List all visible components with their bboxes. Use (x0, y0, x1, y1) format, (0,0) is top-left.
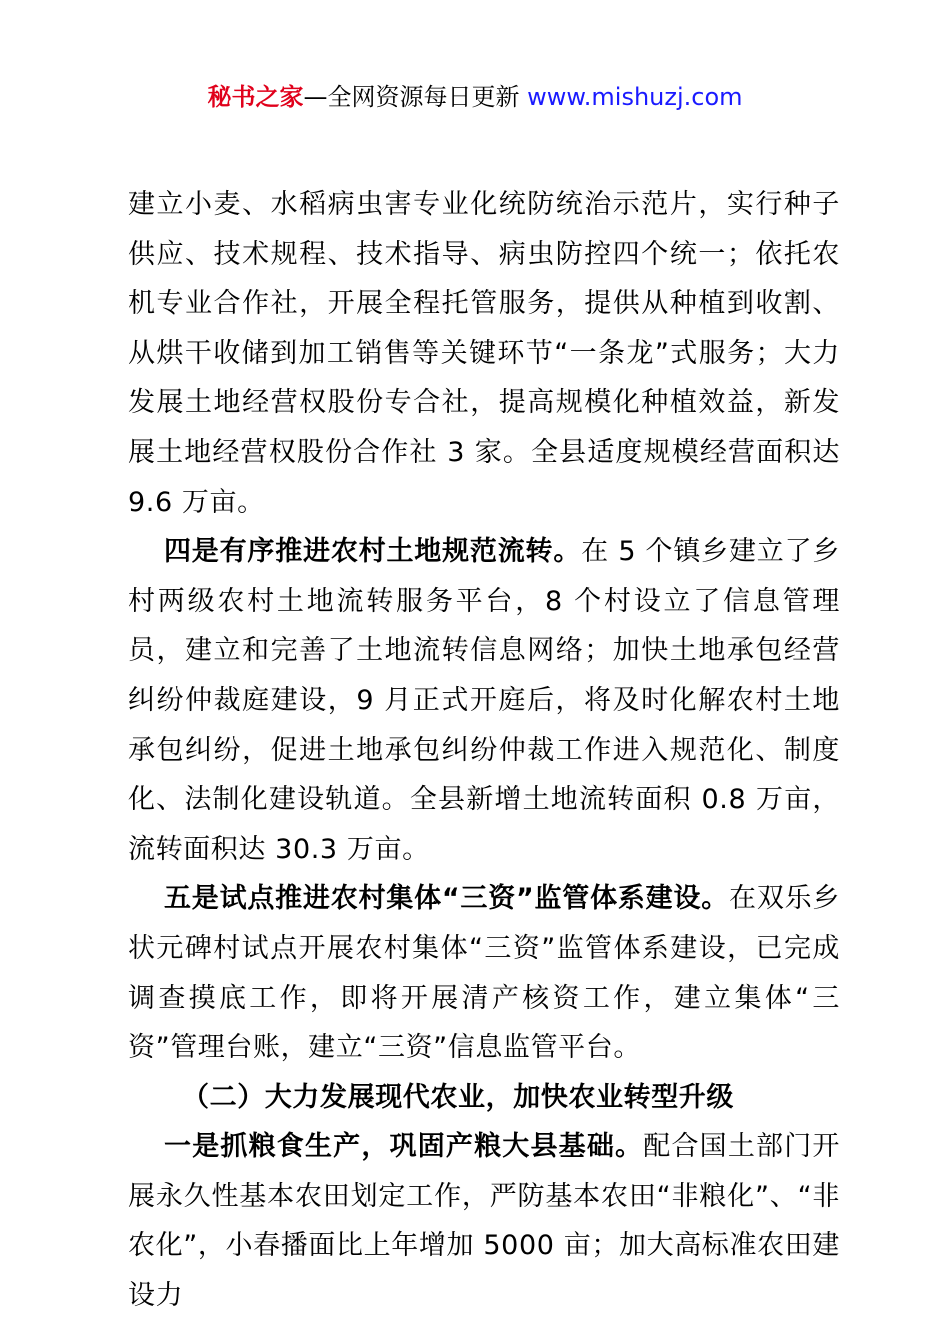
paragraph-4-lead: 一是抓粮食生产，巩固产粮大县基础。 (164, 1131, 644, 1163)
paragraph-1-text: 建立小麦、水稻病虫害专业化统防统治示范片，实行种子供应、技术规程、技术指导、病虫防控四个统一；依托农机专业合作社，开展全程托管服务，提供从种植到收割、从烘干收储到加工销售等关键环节“一条龙”式服务；大力发展土地经营权股份专合社，提高规模化种植效益，新发展土地经营权股份合作社 3 家。全县适度规模经营面积达 9.6 万亩。 (128, 189, 840, 518)
paragraph-3-lead: 五是试点推进农村集体“三资”监管体系建设。 (164, 883, 730, 915)
paragraph-4 (128, 1122, 840, 1320)
page-header (0, 80, 950, 114)
section-heading: （二）大力发展现代农业，加快农业转型升级 (182, 1081, 734, 1113)
brand-name: 秘书之家 (207, 83, 304, 111)
document-body (128, 180, 840, 1321)
paragraph-3 (128, 874, 840, 1072)
site-url-link[interactable]: www.mishuzj.com (527, 83, 743, 111)
header-tagline: —全网资源每日更新 (303, 83, 528, 111)
paragraph-1 (128, 180, 840, 527)
paragraph-3-text: 在双乐乡状元碑村试点开展农村集体“三资”监管体系建设，已完成调查摸底工作，即将开展清产核资工作，建立集体“三资”管理台账，建立“三资”信息监管平台。 (128, 883, 840, 1064)
paragraph-2-text: 在 5 个镇乡建立了乡村两级农村土地流转服务平台，8 个村设立了信息管理员，建立和完善了土地流转信息网络；加快土地承包经营纠纷仲裁庭建设，9 月正式开庭后，将及时化解农村土地承包纠纷，促进土地承包纠纷仲裁工作进入规范化、制度化、法制化建设轨道。全县新增土地流转面积 0.8 万亩，流转面积达 30.3 万亩。 (128, 536, 840, 865)
paragraph-4-text: 配合国土部门开展永久性基本农田划定工作，严防基本农田“非粮化”、“非农化”，小春播面比上年增加 5000 亩；加大高标准农田建设力 (128, 1131, 840, 1312)
paragraph-2-lead: 四是有序推进农村土地规范流转。 (164, 536, 582, 568)
paragraph-2 (128, 527, 840, 874)
